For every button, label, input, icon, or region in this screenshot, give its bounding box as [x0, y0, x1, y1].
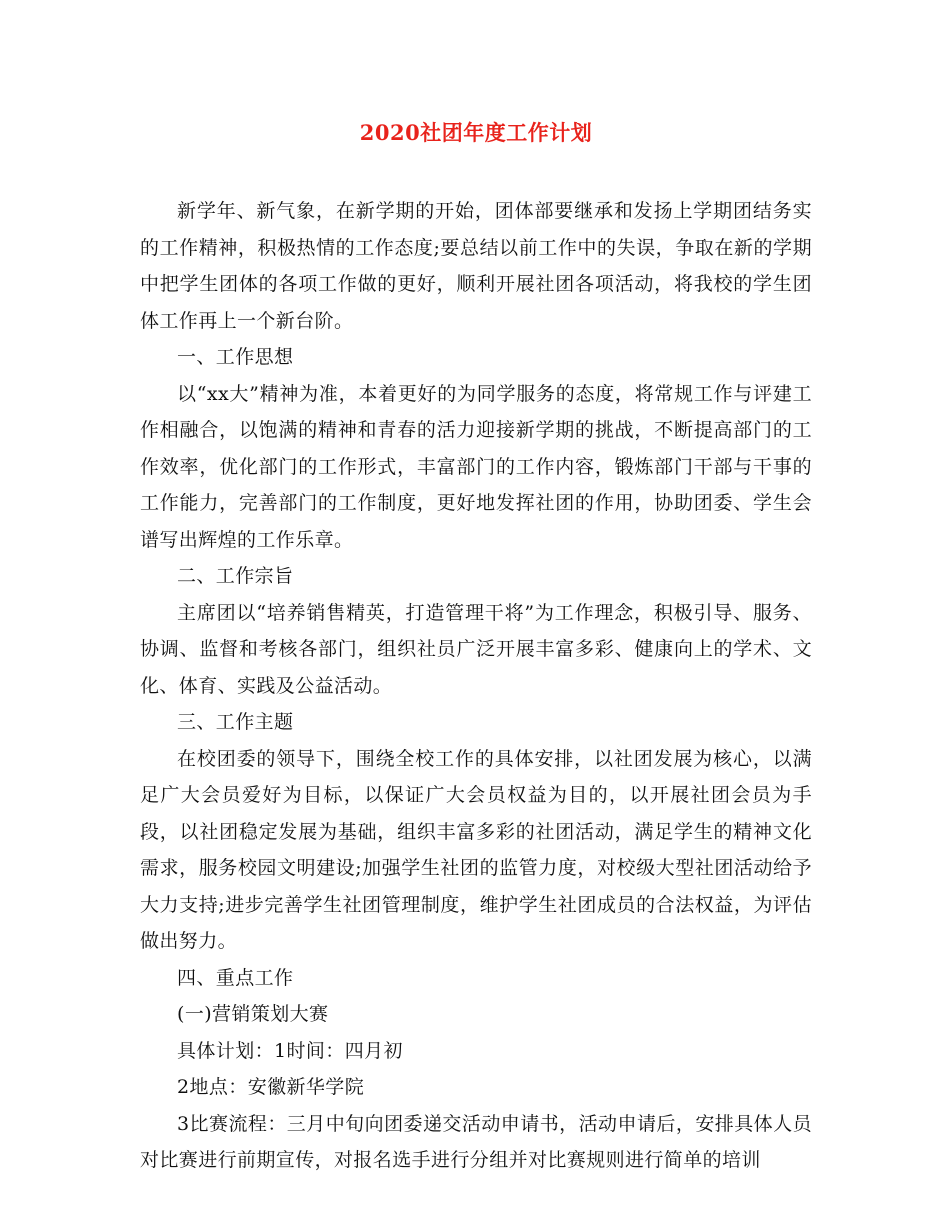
plan-location-line: 2地点：安徽新华学院	[177, 1076, 365, 1098]
document-title: 2020社团年度工作计划	[359, 120, 593, 145]
work-thought-paragraph: 以“xx大”精神为准，本着更好的为同学服务的态度，将常规工作与评建工作相融合，以饱满的精神和青春的活力迎接新学期的挑战，不断提高部门的工作效率，优化部门的工作形式，丰富部门的工作内容，锻炼部门干部与干事的工作能力，完善部门的工作制度，更好地发挥社团的作用，协助团委、学生会谱写出辉煌的工作乐章。	[140, 382, 812, 551]
work-purpose-paragraph: 主席团以“培养销售精英，打造管理干将”为工作理念，积极引导、服务、协调、监督和考核各部门，组织社员广泛开展丰富多彩、健康向上的学术、文化、体育、实践及公益活动。	[140, 601, 812, 697]
plan-time-line: 具体计划：1时间：四月初	[177, 1039, 403, 1062]
plan-process-paragraph: 3比赛流程：三月中旬向团委递交活动申请书，活动申请后，安排具体人员对比赛进行前期宣传，对报名选手进行分组并对比赛规则进行简单的培训	[140, 1112, 812, 1171]
section-heading-work-theme: 三、工作主题	[177, 711, 294, 733]
section-heading-key-work: 四、重点工作	[177, 966, 294, 989]
document-page	[140, 118, 812, 1179]
work-theme-paragraph: 在校团委的领导下，围绕全校工作的具体安排，以社团发展为核心，以满足广大会员爱好为目标，以保证广大会员权益为目的，以开展社团会员为手段，以社团稳定发展为基础，组织丰富多彩的社团活动，满足学生的精神文化需求，服务校园文明建设;加强学生社团的监管力度，对校级大型社团活动给予大力支持;进步完善学生社团管理制度，维护学生社团成员的合法权益，为评估做出努力。	[140, 747, 812, 952]
section-heading-work-purpose: 二、工作宗旨	[177, 565, 294, 587]
intro-paragraph: 新学年、新气象，在新学期的开始，团体部要继承和发扬上学期团结务实的工作精神，积极热情的工作态度;要总结以前工作中的失误，争取在新的学期中把学生团体的各项工作做的更好，顺利开展社团各项活动，将我校的学生团体工作再上一个新台阶。	[140, 200, 812, 332]
subsection-heading-marketing-contest: (一)营销策划大赛	[177, 1003, 329, 1025]
section-heading-work-thought: 一、工作思想	[177, 346, 294, 368]
